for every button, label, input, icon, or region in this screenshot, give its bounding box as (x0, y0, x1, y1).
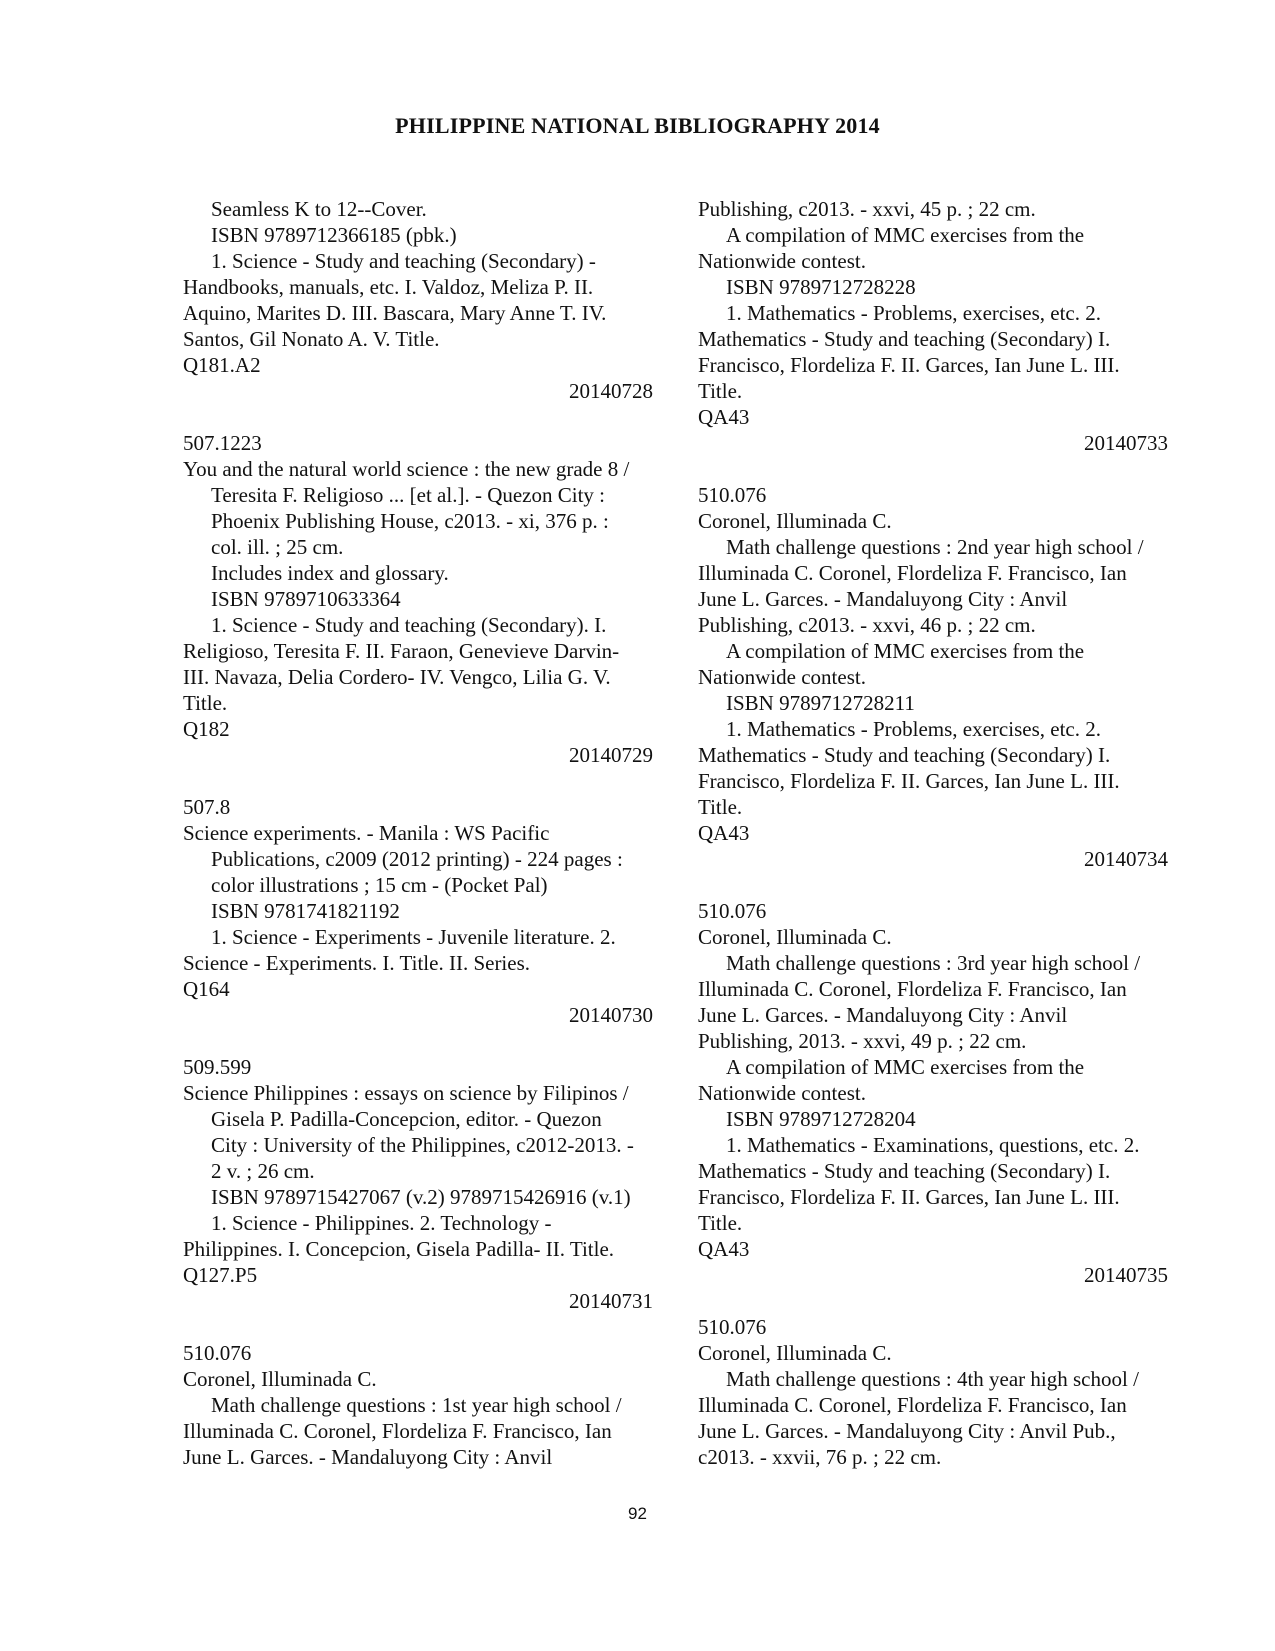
entry-line: Includes index and glossary. (211, 561, 449, 585)
entry-line: Coronel, Illuminada C. (698, 925, 892, 949)
entry-line: Publishing, c2013. - xxvi, 45 p. ; 22 cm. (698, 197, 1036, 221)
entry-line: Illuminada C. Coronel, Flordeliza F. Francisco, Ian (698, 1393, 1127, 1417)
entry-line: ISBN 9781741821192 (211, 899, 400, 923)
entry-line: A compilation of MMC exercises from the (726, 639, 1085, 663)
entry-line: Math challenge questions : 1st year high school / (211, 1393, 622, 1417)
entry-line: Title. (698, 1211, 743, 1235)
entry-line: Illuminada C. Coronel, Flordeliza F. Francisco, Ian (183, 1419, 612, 1443)
entry-line: ISBN 9789710633364 (211, 587, 401, 611)
entry-line: Mathematics - Study and teaching (Secondary) I. (698, 1159, 1111, 1183)
entry-record-number: 20140728 (569, 379, 653, 403)
entry-line: Santos, Gil Nonato A. V. Title. (183, 327, 440, 351)
entry-line: Coronel, Illuminada C. (183, 1367, 377, 1391)
entry-line: Math challenge questions : 3rd year high school / (726, 951, 1141, 975)
entry-line: Math challenge questions : 2nd year high school / (726, 535, 1144, 559)
entry-line: ISBN 9789712366185 (pbk.) (211, 223, 457, 247)
entry-line: 510.076 (698, 1315, 767, 1339)
entry-line: 1. Science - Experiments - Juvenile literature. 2. (211, 925, 616, 949)
entry-line: Science - Experiments. I. Title. II. Series. (183, 951, 531, 975)
entry-line: 509.599 (183, 1055, 252, 1079)
entry-record-number: 20140733 (1084, 431, 1168, 455)
right-column (698, 196, 1168, 1470)
entry-line: Philippines. I. Concepcion, Gisela Padilla- II. Title. (183, 1237, 615, 1261)
entry-line: 1. Science - Study and teaching (Secondary). I. (211, 613, 607, 637)
entry-line: Publishing, c2013. - xxvi, 46 p. ; 22 cm. (698, 613, 1036, 637)
entry-line: June L. Garces. - Mandaluyong City : Anvil (183, 1445, 553, 1469)
entry-line: 2 v. ; 26 cm. (211, 1159, 315, 1183)
entry-line: 510.076 (698, 899, 767, 923)
entry-line: Coronel, Illuminada C. (698, 1341, 892, 1365)
entry-line: Title. (183, 691, 228, 715)
entry-record-number: 20140734 (1084, 847, 1168, 871)
entry-line: You and the natural world science : the new grade 8 / (183, 457, 630, 481)
bibliography-entry (183, 430, 653, 768)
entry-line: Teresita F. Religioso ... [et al.]. - Quezon City : (211, 483, 606, 507)
entry-line: ISBN 9789712728211 (726, 691, 915, 715)
entry-line: Francisco, Flordeliza F. II. Garces, Ian June L. III. (698, 769, 1120, 793)
entry-line: Nationwide contest. (698, 665, 866, 689)
entry-line: Phoenix Publishing House, c2013. - xi, 376 p. : (211, 509, 609, 533)
entry-line: 1. Science - Study and teaching (Secondary) - (211, 249, 596, 273)
bibliography-entry (698, 196, 1168, 456)
entry-line: col. ill. ; 25 cm. (211, 535, 344, 559)
bibliography-entry (183, 1054, 653, 1314)
entry-line: Illuminada C. Coronel, Flordeliza F. Francisco, Ian (698, 977, 1127, 1001)
left-column (183, 196, 653, 1470)
entry-line: Handbooks, manuals, etc. I. Valdoz, Meliza P. II. (183, 275, 594, 299)
entry-line: Title. (698, 379, 743, 403)
entry-record-number: 20140729 (569, 743, 653, 767)
entry-line: A compilation of MMC exercises from the (726, 1055, 1085, 1079)
entry-line: Publishing, 2013. - xxvi, 49 p. ; 22 cm. (698, 1029, 1027, 1053)
entry-line: 1. Mathematics - Examinations, questions, etc. 2. (726, 1133, 1140, 1157)
entry-line: Religioso, Teresita F. II. Faraon, Genevieve Darvin- (183, 639, 620, 663)
bibliography-entry (183, 1340, 653, 1470)
entry-line: Mathematics - Study and teaching (Secondary) I. (698, 327, 1111, 351)
entry-line: 510.076 (183, 1341, 252, 1365)
entry-line: III. Navaza, Delia Cordero- IV. Vengco, Lilia G. V. (183, 665, 611, 689)
entry-line: A compilation of MMC exercises from the (726, 223, 1085, 247)
entry-line: Q181.A2 (183, 353, 261, 377)
entry-line: 507.1223 (183, 431, 262, 455)
entry-line: June L. Garces. - Mandaluyong City : Anvil Pub., (698, 1419, 1116, 1443)
entry-line: ISBN 9789712728228 (726, 275, 916, 299)
entry-line: City : University of the Philippines, c2012-2013. - (211, 1133, 634, 1157)
entry-line: Q182 (183, 717, 230, 741)
page-title: PHILIPPINE NATIONAL BIBLIOGRAPHY 2014 (395, 113, 880, 138)
entry-line: Illuminada C. Coronel, Flordeliza F. Francisco, Ian (698, 561, 1127, 585)
bibliography-entry (698, 898, 1168, 1288)
entry-line: Seamless K to 12--Cover. (211, 197, 427, 221)
entry-line: c2013. - xxvii, 76 p. ; 22 cm. (698, 1445, 942, 1469)
entry-line: Aquino, Marites D. III. Bascara, Mary Anne T. IV. (183, 301, 607, 325)
entry-line: 1. Science - Philippines. 2. Technology - (211, 1211, 552, 1235)
bibliography-entry (183, 794, 653, 1028)
entry-line: 1. Mathematics - Problems, exercises, etc. 2. (726, 717, 1101, 741)
entry-line: 1. Mathematics - Problems, exercises, etc. 2. (726, 301, 1101, 325)
entry-line: Science experiments. - Manila : WS Pacific (183, 821, 550, 845)
entry-line: Q164 (183, 977, 230, 1001)
bibliography-entry (183, 196, 653, 404)
entry-record-number: 20140730 (569, 1003, 653, 1027)
entry-line: Gisela P. Padilla-Concepcion, editor. - Quezon (211, 1107, 602, 1131)
entry-line: Nationwide contest. (698, 249, 866, 273)
entry-line: Title. (698, 795, 743, 819)
entry-line: color illustrations ; 15 cm - (Pocket Pal) (211, 873, 548, 897)
entry-line: Science Philippines : essays on science by Filipinos / (183, 1081, 629, 1105)
entry-record-number: 20140731 (569, 1289, 653, 1313)
entry-line: QA43 (698, 821, 750, 845)
entry-line: QA43 (698, 1237, 750, 1261)
entry-line: June L. Garces. - Mandaluyong City : Anvil (698, 587, 1068, 611)
entry-line: ISBN 9789715427067 (v.2) 9789715426916 (v.1) (211, 1185, 631, 1209)
entry-line: 507.8 (183, 795, 231, 819)
entry-line: 510.076 (698, 483, 767, 507)
page-number: 92 (628, 1504, 647, 1523)
entry-line: Q127.P5 (183, 1263, 258, 1287)
entry-line: QA43 (698, 405, 750, 429)
entry-line: Nationwide contest. (698, 1081, 866, 1105)
entry-line: Francisco, Flordeliza F. II. Garces, Ian June L. III. (698, 1185, 1120, 1209)
bibliography-entry (698, 482, 1168, 872)
bibliography-entry (698, 1314, 1168, 1470)
entry-line: Math challenge questions : 4th year high school / (726, 1367, 1139, 1391)
entry-line: Coronel, Illuminada C. (698, 509, 892, 533)
entry-line: Mathematics - Study and teaching (Secondary) I. (698, 743, 1111, 767)
entry-line: June L. Garces. - Mandaluyong City : Anvil (698, 1003, 1068, 1027)
entry-line: ISBN 9789712728204 (726, 1107, 916, 1131)
entry-line: Francisco, Flordeliza F. II. Garces, Ian June L. III. (698, 353, 1120, 377)
entry-line: Publications, c2009 (2012 printing) - 224 pages : (211, 847, 623, 871)
entry-record-number: 20140735 (1084, 1263, 1168, 1287)
